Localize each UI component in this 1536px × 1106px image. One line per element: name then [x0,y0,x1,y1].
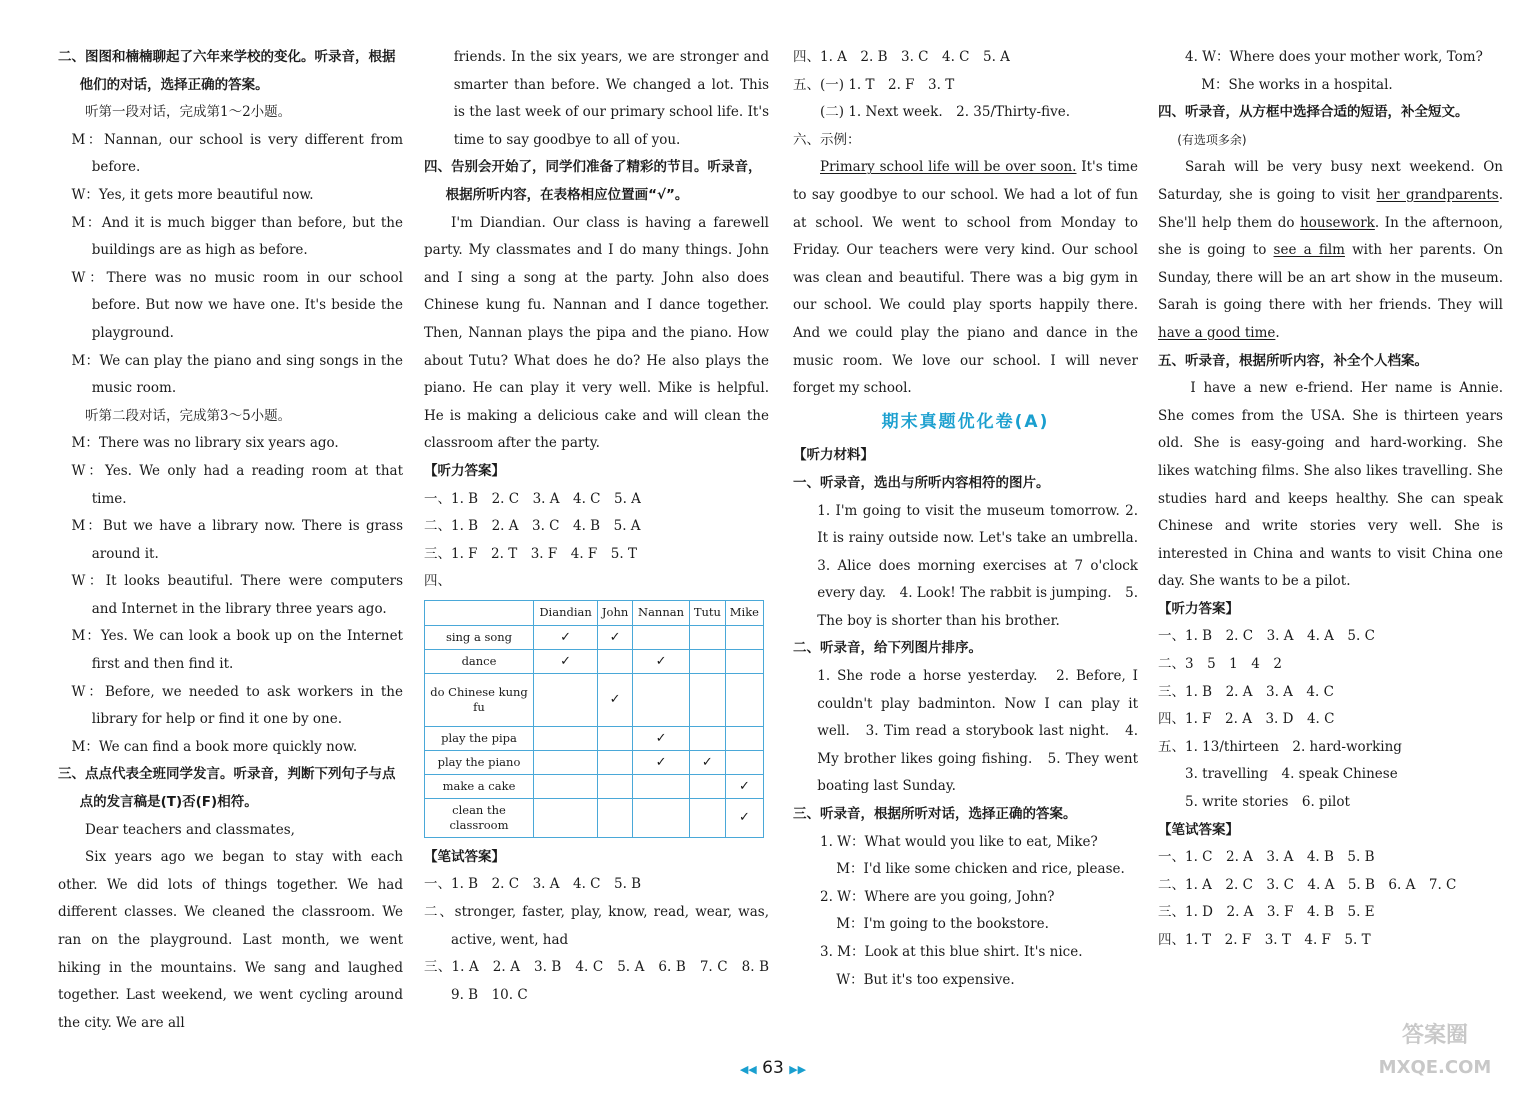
table-col-header: Nannan [633,600,690,625]
table-row [425,673,764,726]
check-mark [534,798,598,837]
answer-line: 一、1. C 2. A 3. A 4. B 5. B [1158,849,1375,866]
q1-text: 1. I'm going to visit the museum tomorrow. 2. It is rainy outside now. Let's take an umbrella. 3. Alice does morning exercises at 7 o'clock every day. 4. Look! The rabbit is jumping. 5. The boy is shorter than his brother. [817,502,1152,629]
answer-line: 四、1. F 2. A 3. D 4. C [1158,711,1335,728]
q2-heading: 二、听录音，给下列图片排序。 [793,640,982,657]
check-mark [633,625,690,649]
speech-continued: friends. In the six years, we are stronger and smarter than before. We changed a lot. This is the last week of our primary school life. It's time to say goodbye to all of you. [453,49,769,148]
check-mark [689,798,725,837]
dialogue-line: W：Before, we needed to ask workers in the library for help or find it one by one. [71,683,403,728]
check-mark [598,774,633,798]
table-col-header: Mike [725,600,763,625]
dialogue-line: M：There was no library six years ago. [71,435,339,452]
q5-heading: 五、听录音，根据所听内容，补全个人档案。 [1158,352,1428,369]
listening-answers-heading: 【听力答案】 [424,462,505,479]
table-row [425,750,764,774]
answer-line: 三、1. A 2. A 3. B 4. C 5. A 6. B 7. C 8. B 9. B 10. C [424,959,783,1003]
answer-line: 一、1. B 2. C 3. A 4. C 5. A [424,490,641,507]
dialogue-line: M：She works in a hospital. [1201,76,1393,93]
speech-greeting: Dear teachers and classmates, [85,821,295,838]
row-label: do Chinese kung fu [425,673,534,726]
answer-table [424,600,764,838]
answer-line: 3. travelling 4. speak Chinese [1185,766,1398,783]
q5-text: I have a new e-friend. Her name is Annie. She comes from the USA. She is thirteen years old. She is easy-going and hard-working. She likes watching films. She also likes travelling. She studies hard and keeps healthy. She can speak Chinese and write stories very well. She is interested in China and wants to visit China one day. She wants to be a pilot. [1158,380,1503,590]
sample-heading: 六、示例： [793,131,861,148]
check-mark [633,673,690,726]
written-answers-heading: 【笔试答案】 [1158,821,1239,838]
answer-line: 五、1. 13/thirteen 2. hard-working [1158,738,1402,755]
sample-first-sentence: Primary school life will be over soon. [820,159,1077,176]
check-mark [633,774,690,798]
check-mark [598,726,633,750]
check-mark [725,750,763,774]
check-mark: ✓ [725,798,763,837]
check-mark [689,774,725,798]
sample-essay [793,154,1138,402]
row-label: play the piano [425,750,534,774]
row-label: make a cake [425,774,534,798]
check-mark: ✓ [633,726,690,750]
dialogue-line: W：It looks beautiful. There were computers and Internet in the library three years ago. [71,573,403,617]
dialogue-line: M：Nannan, our school is very different from before. [71,131,403,176]
dialogue-line: M：We can play the piano and sing songs in the music room. [71,352,403,397]
speech-text: Six years ago we began to stay with each other. We did lots of things together. We had different classes. We cleaned the classroom. We ran on the playground. Last month, we went hiking in the mountains. We sang and laughed together. Last weekend, we went cycling around the city. We are all [58,849,403,1031]
check-mark: ✓ [598,625,633,649]
dialogue-line: M：I'm going to the bookstore. [836,916,1049,933]
column-1 [58,44,403,1037]
answer-line: (二) 1. Next week. 2. 35/Thirty-five. [820,104,1071,121]
dialogue-line: 1. W：What would you like to eat, Mike? [820,833,1098,850]
listening-answers-heading: 【听力答案】 [1158,600,1239,617]
dialogue-line: 2. W：Where are you going, John? [820,888,1055,905]
q4-heading: 四、听录音，从方框中选择合适的短语，补全短文。 [1158,104,1469,121]
listening-material-heading: 【听力材料】 [793,447,874,464]
answer-line: 一、1. B 2. C 3. A 4. A 5. C [1158,628,1375,645]
check-mark [633,798,690,837]
dialogue-line: W：Yes. We only had a reading room at that time. [71,462,403,507]
answer-line: 一、1. B 2. C 3. A 4. C 5. B [424,876,642,893]
dialogue-line: M：I'd like some chicken and rice, please. [836,861,1125,878]
row-label: dance [425,649,534,673]
answer-line: 五、(一) 1. T 2. F 3. T [793,76,955,93]
dialogue-line: W：But it's too expensive. [836,971,1015,988]
dialogue-line: W：Yes, it gets more beautiful now. [71,186,314,203]
check-mark: ✓ [633,649,690,673]
answer-line: 二、1. B 2. A 3. C 4. B 5. A [424,518,641,535]
table-row [425,774,764,798]
q3-heading: 三、听录音，根据所听对话，选择正确的答案。 [793,806,1077,823]
row-label: sing a song [425,625,534,649]
section-4-heading: 四、告别会开始了，同学们准备了精彩的节目。听录音，根据所听内容，在表格相应位置画“√”。 [424,159,762,203]
column-2 [424,44,783,1009]
check-mark: ✓ [633,750,690,774]
q4-note: (有选项多余) [1177,132,1247,147]
check-mark: ✓ [534,625,598,649]
check-mark [598,649,633,673]
dialogue-line: 4. W：Where does your mother work, Tom? [1185,49,1483,65]
check-mark: ✓ [598,673,633,726]
watermark: 答案圈 MXQE.COM [1378,1023,1492,1078]
dialogue-line: M：But we have a library now. There is grass around it. [71,518,403,562]
written-answers-heading: 【笔试答案】 [424,848,505,865]
check-mark [689,726,725,750]
fill-blank: see a film [1273,242,1345,259]
check-mark [534,726,598,750]
table-row [425,649,764,673]
column-4 [1158,44,1503,955]
answer-line: 四、 [424,573,451,590]
column-3 [793,44,1152,994]
section-3-heading: 三、点点代表全班同学发言。听录音，判断下列句子与点点的发言稿是(T)否(F)相符。 [58,766,396,811]
sample-rest: It's time to say goodbye to our school. We had a lot of fun at school. We went to school from Monday to Friday. Our teachers were very kind. Our school was clean and beautiful. There was a big gym in our school. We could play sports happily there. And we could play the piano and dance in the music room. We love our school. I will never forget my school. [793,159,1138,397]
check-mark: ✓ [689,750,725,774]
dialogue-1-intro: 听第一段对话，完成第1～2小题。 [85,104,292,121]
answer-line: 四、1. A 2. B 3. C 4. C 5. A [793,49,1010,65]
table-col-header: Tutu [689,600,725,625]
answer-line: 三、1. D 2. A 3. F 4. B 5. E [1158,904,1375,921]
check-mark [689,673,725,726]
table-row [425,625,764,649]
arrow-right-icon: ▶▶ [789,1063,807,1076]
dialogue-2-intro: 听第二段对话，完成第3～5小题。 [85,407,292,424]
check-mark [725,673,763,726]
dialogue-line: W：There was no music room in our school before. But now we have one. It's beside the playground. [71,269,403,341]
check-mark: ✓ [725,774,763,798]
check-mark [534,774,598,798]
section-4-text: I'm Diandian. Our class is having a farewell party. My classmates and I do many things. John and I sing a song at the party. John also does Chinese kung fu. Nannan and I dance together. Then, Nannan plays the pipa and the piano. How about Tutu? What does he do? He also plays the piano. He can play it very well. Mike is helpful. He is making a delicious cake and will clean the classroom after the party. [424,214,769,452]
q1-heading: 一、听录音，选出与所听内容相符的图片。 [793,474,1050,491]
fill-blank: have a good time [1158,324,1276,341]
table-row [425,726,764,750]
answer-line: 二、stronger, faster, play, know, read, wear, was, active, went, had [424,904,769,948]
check-mark [689,649,725,673]
fill-blank: her grandparents [1376,186,1499,203]
fill-blank: housework [1300,214,1375,231]
row-label: play the pipa [425,726,534,750]
q2-text: 1. She rode a horse yesterday. 2. Before, I couldn't play badminton. Now I can play it well. 3. Tim read a storybook last night. 4. My brother likes going fishing. 5. They went boating last Sunday. [817,668,1138,795]
table-header-row [425,600,764,625]
section-title: 期末真题优化卷(A) [881,411,1050,432]
check-mark [534,673,598,726]
dialogue-line: M：Yes. We can look a book up on the Internet first and then find it. [71,628,403,673]
answer-line: 三、1. F 2. T 3. F 4. F 5. T [424,545,637,562]
table-col-header: John [598,600,633,625]
answer-line: 四、1. T 2. F 3. T 4. F 5. T [1158,932,1371,948]
check-mark [725,625,763,649]
page-number: ◀◀ 63 ▶▶ [739,1058,807,1078]
check-mark [689,625,725,649]
dialogue-line: M：And it is much bigger than before, but the buildings are as high as before. [71,214,403,259]
check-mark [725,726,763,750]
dialogue-line: 3. M：Look at this blue shirt. It's nice. [820,944,1083,960]
answer-line: 5. write stories 6. pilot [1185,794,1350,811]
check-mark [725,649,763,673]
check-mark [598,750,633,774]
check-mark [598,798,633,837]
answer-line: 三、1. B 2. A 3. A 4. C [1158,683,1334,700]
table-row [425,798,764,837]
row-label: clean the classroom [425,798,534,837]
answer-line: 二、1. A 2. C 3. C 4. A 5. B 6. A 7. C [1158,876,1457,893]
answer-line: 二、3 5 1 4 2 [1158,656,1282,673]
arrow-left-icon: ◀◀ [739,1063,757,1076]
section-2-heading: 二、图图和楠楠聊起了六年来学校的变化。听录音，根据他们的对话，选择正确的答案。 [58,49,396,93]
check-mark [534,750,598,774]
check-mark: ✓ [534,649,598,673]
table-col-header: Diandian [534,600,598,625]
q4-passage: Sarah will be very busy next weekend. On Saturday, she is going to visit her grandparents. She'll help them do housework. In the afternoon, she is going to see a film with her parents. On Sunday, there will be an art show in the museum. Sarah is going there with her friends. They will have a good time. [1158,159,1504,341]
dialogue-line: M：We can find a book more quickly now. [71,738,358,755]
